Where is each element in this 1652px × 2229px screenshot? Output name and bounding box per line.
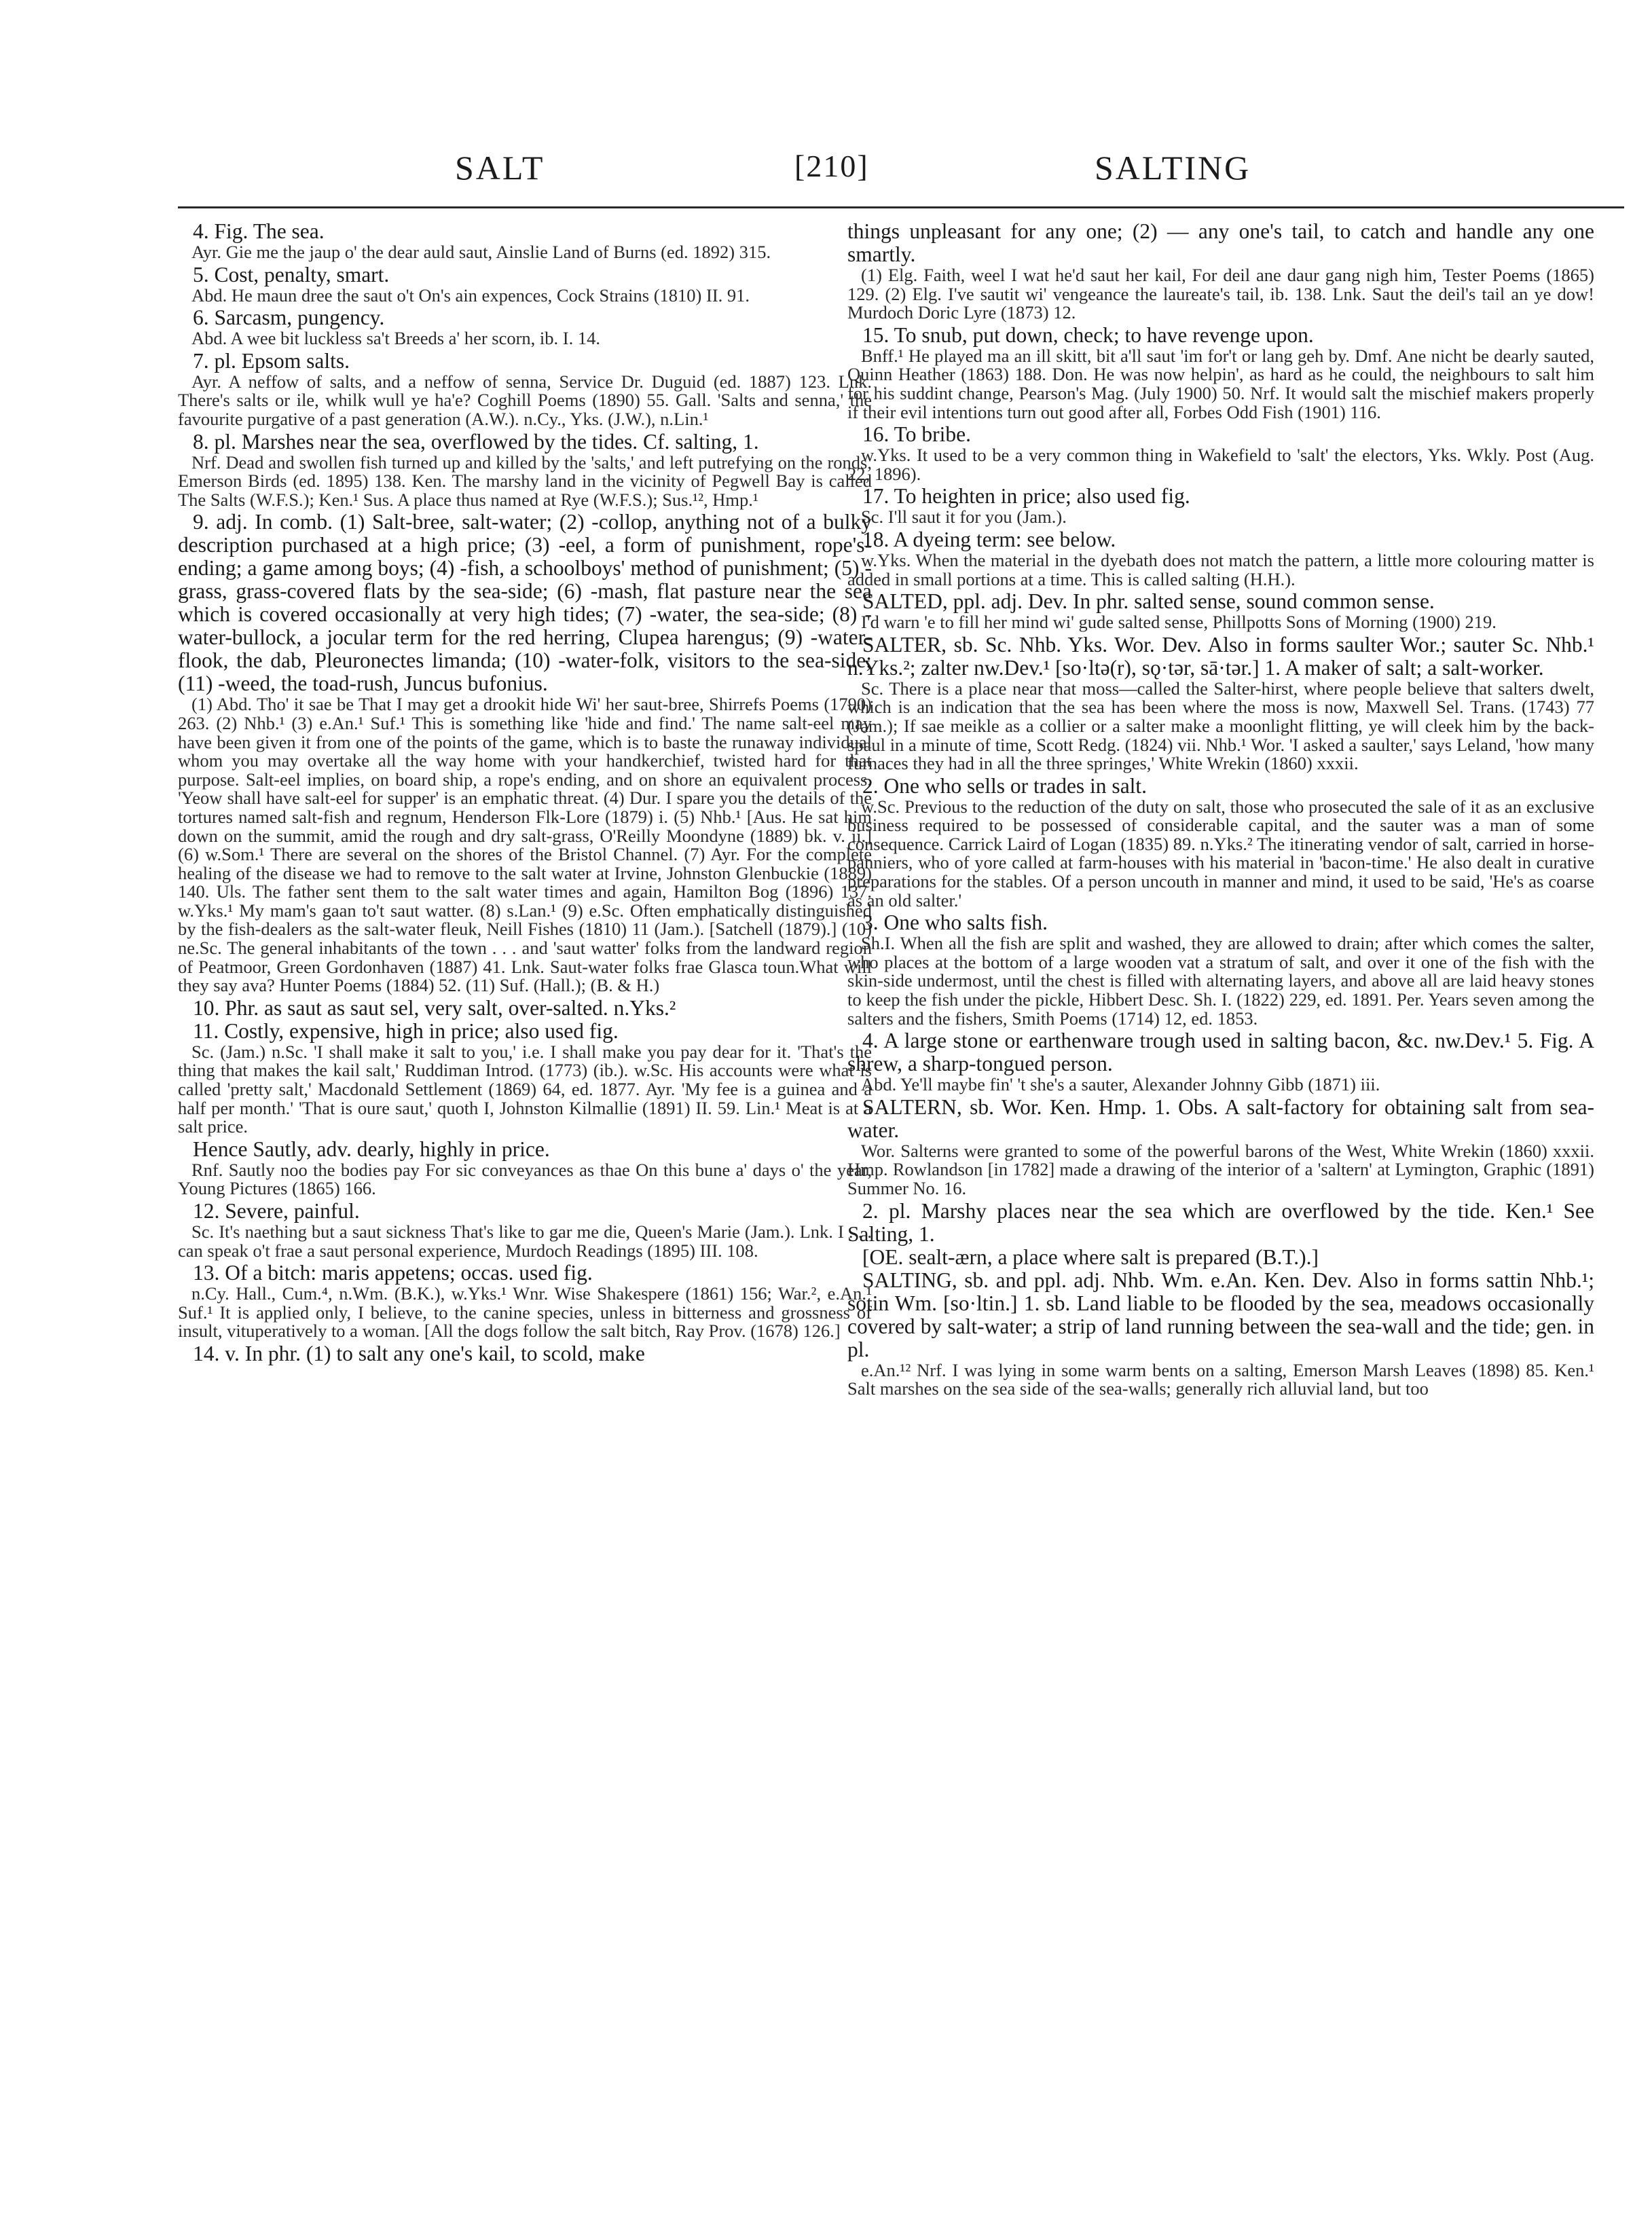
- header-rule: [178, 206, 1624, 208]
- page-number: [210]: [794, 149, 869, 183]
- citation-paragraph: w.Yks. It used to be a very common thing in Wakefield to 'salt' the electors, Yks. Wkly. Post (Aug. 22, 1896).: [847, 445, 1594, 484]
- sense-paragraph: [OE. sealt-ærn, a place where salt is prepared (B.T.).]: [862, 1245, 1319, 1269]
- sense-paragraph: 4. Fig. The sea.: [193, 220, 325, 243]
- citation-paragraph: I'd warn 'e to fill her mind wi' gude salted sense, Phillpotts Sons of Morning (1900) 219.: [861, 612, 1497, 633]
- citation-paragraph: (1) Abd. Tho' it sae be That I may get a drookit hide Wi' her saut-bree, Shirrefs Poems (1790) 263. (2) Nhb.¹ (3) e.An.¹ Suf.¹ This is something like 'hide and find.' The name salt-eel may have been given it from one of the points of the game, which is to baste the runaway individual whom you may overtake all the way home with your handkerchief, twisted hard for that purpose. Salt-eel implies, on board ship, a rope's ending, and on shore an equivalent process. 'Yeow shall have salt-eel for supper' is an emphatic threat. (4) Dur. I spare you the details of the tortures named salt-fish and regnum, Henderson Flk-Lore (1879) i. (5) Nhb.¹ [Aus. He sat him down on the summit, amid the rough and dry salt-grass, O'Reilly Moondyne (1889) bk. v. ii.] (6) w.Som.¹ There are several on the shores of the Bristol Channel. (7) Ayr. For the complete healing of the disease we had to remove to the salt water at Irvine, Johnston Glenbuckie (1889) 140. Uls. The father sent them to the salt water times and again, Hamilton Bog (1896) 137. w.Yks.¹ My mam's gaan to't saut watter. (8) s.Lan.¹ (9) e.Sc. Often emphatically distinguished by the fish-dealers as the salt-water fleuk, Neill Fishes (1810) 11 (Jam.). [Satchell (1879).] (10) ne.Sc. The general inhabitants of the town . . . and 'saut watter' folks from the landward region of Peatmoor, Green Gordonhaven (1887) 41. Lnk. Saut-water folks frae Glasca toun.What will they say ava? Hunter Poems (1884) 52. (11) Suf. (Hall.); (B. & H.): [178, 694, 872, 996]
- citation-paragraph: Ayr. A neffow of salts, and a neffow of senna, Service Dr. Duguid (ed. 1887) 123. Lnk. There's salts or ile, whilk wull ye ha'e? Coghill Poems (1890) 55. Gall. 'Salts and senna,' the favourite purgative of a past generation (A.W.). n.Cy., Yks. (J.W.), n.Lin.¹: [178, 371, 872, 429]
- citation-paragraph: Sc. It's naething but a saut sickness That's like to gar me die, Queen's Marie (Jam.). Lnk. I . . . can speak o't frae a saut personal experience, Murdoch Readings (1895) III. 108.: [178, 1221, 872, 1261]
- citation-paragraph: Ayr. Gie me the jaup o' the dear auld saut, Ainslie Land of Burns (ed. 1892) 315.: [191, 242, 771, 262]
- header-left-headword: SALT: [455, 149, 545, 187]
- citation-paragraph: Abd. Ye'll maybe fin' 't she's a sauter, Alexander Johnny Gibb (1871) iii.: [861, 1074, 1380, 1095]
- citation-paragraph: Sc. There is a place near that moss—called the Salter-hirst, where people believe that salters dwelt, which is an indication that the sea has been where the moss is now, Maxwell Sel. Trans. (1743) 77 (Jam.); If sae meikle as a collier or a salter make a moonlight flitting, ye will cleek him by the back-spaul in a minute of time, Scott Redg. (1824) vii. Nhb.¹ Wor. 'I asked a saulter,' says Leland, 'how many furnaces they had in all the three springes,' White Wrekin (1860) xxxii.: [847, 678, 1594, 774]
- sense-paragraph: 17. To heighten in price; also used fig.: [862, 484, 1190, 509]
- sense-paragraph: 16. To bribe.: [862, 422, 971, 447]
- sense-paragraph: 3. One who salts fish.: [862, 910, 1048, 935]
- sense-paragraph: things unpleasant for any one; (2) — any one's tail, to catch and handle any one smartly.: [847, 220, 1594, 266]
- page-header: [0, 148, 1652, 189]
- sense-paragraph: 6. Sarcasm, pungency.: [193, 306, 385, 330]
- sense-paragraph: 2. pl. Marshy places near the sea which are overflowed by the tide. Ken.¹ See Salting, 1.: [847, 1198, 1594, 1246]
- sense-paragraph: 4. A large stone or earthenware trough used in salting bacon, &c. nw.Dev.¹ 5. Fig. A shrew, a sharp-tongued person.: [847, 1029, 1594, 1076]
- citation-paragraph: Abd. A wee bit luckless sa't Breeds a' her scorn, ib. I. 14.: [191, 328, 600, 349]
- left-column-body: [178, 220, 872, 1365]
- sense-paragraph: 2. One who sells or trades in salt.: [862, 773, 1148, 798]
- sense-paragraph: 12. Severe, painful.: [193, 1199, 360, 1223]
- citation-paragraph: e.An.¹² Nrf. I was lying in some warm bents on a salting, Emerson Marsh Leaves (1898) 85. Ken.¹ Salt marshes on the sea side of the sea-walls; generally rich alluvial land, but too: [847, 1359, 1594, 1399]
- citation-paragraph: Sc. I'll saut it for you (Jam.).: [861, 506, 1067, 528]
- sense-paragraph: SALTER, sb. Sc. Nhb. Yks. Wor. Dev. Also in forms saulter Wor.; sauter Sc. Nhb.¹ n.Yks.²; zalter nw.Dev.¹ [so·ltə(r), sǫ·tər, sā·tər.] 1. A maker of salt; a salt-worker.: [847, 632, 1594, 680]
- sense-paragraph: 8. pl. Marshes near the sea, overflowed by the tides. Cf. salting, 1.: [193, 429, 759, 454]
- citation-paragraph: Wor. Salterns were granted to some of the powerful barons of the West, White Wrekin (1860) xxxii. Hmp. Rowlandson [in 1782] made a drawing of the interior of a 'saltern' at Lymington, Graphic (1891) Summer No. 16.: [847, 1140, 1594, 1198]
- sense-paragraph: 9. adj. In comb. (1) Salt-bree, salt-water; (2) -collop, anything not of a bulky description purchased at a high price; (3) -eel, a form of punishment, rope's-ending; a game among boys; (4) -fish, a schoolboys' method of punishment; (5) -grass, grass-covered flats by the sea-side; (6) -mash, flat pasture near the sea which is covered occasionally at very high tides; (7) -water, the sea-side; (8) -water-bullock, a jocular term for the red herring, Clupea harengus; (9) -water-flook, the dab, Pleuronectes limanda; (10) -water-folk, visitors to the sea-side; (11) -weed, the toad-rush, Juncus bufonius.: [178, 510, 872, 696]
- sense-paragraph: SALTERN, sb. Wor. Ken. Hmp. 1. Obs. A salt-factory for obtaining salt from sea-water.: [847, 1094, 1594, 1142]
- sense-paragraph: 11. Costly, expensive, high in price; also used fig.: [193, 1018, 619, 1043]
- sense-paragraph: 5. Cost, penalty, smart.: [193, 262, 390, 287]
- sense-paragraph: 10. Phr. as saut as saut sel, very salt, over-salted. n.Yks.²: [193, 995, 676, 1020]
- citation-paragraph: Rnf. Sautly noo the bodies pay For sic conveyances as thae On this bune a' days o' the year, Young Pictures (1865) 166.: [178, 1159, 872, 1199]
- sense-paragraph: 15. To snub, put down, check; to have revenge upon.: [862, 323, 1314, 347]
- citation-paragraph: Sc. (Jam.) n.Sc. 'I shall make it salt to you,' i.e. I shall make you pay dear for it. 'That's the thing that makes the kail salt,' Ruddiman Introd. (1773) (ib.). w.Sc. His accounts were what is called 'pretty salt,' Macdonald Settlement (1869) 64, ed. 1877. Ayr. 'My fee is a guinea and a half per month.' 'That is oure saut,' quoth I, Johnston Kilmallie (1891) II. 59. Lin.¹ Meat is at a salt price.: [178, 1041, 872, 1137]
- sense-paragraph: Hence Sautly, adv. dearly, highly in price.: [193, 1137, 550, 1161]
- citation-paragraph: n.Cy. Hall., Cum.⁴, n.Wm. (B.K.), w.Yks.¹ Wnr. Wise Shakespere (1861) 156; War.², e.An.¹ Suf.¹ It is applied only, I believe, to the canine species, unless in bitterness and grossness of insult, vituperatively to a woman. [All the dogs follow the salt bitch, Ray Prov. (1678) 126.]: [178, 1283, 872, 1342]
- citation-paragraph: w.Yks. When the material in the dyebath does not match the pattern, a little more colouring matter is added in small portions at a time. This is called salting (H.H.).: [847, 549, 1594, 589]
- right-column-body: [847, 220, 1594, 1399]
- citation-paragraph: w.Sc. Previous to the reduction of the duty on salt, those who prosecuted the sale of it as an exclusive business required to be possessed of considerable capital, and the sauter was a man of some consequence. Carrick Laird of Logan (1835) 89. n.Yks.² The itinerating vendor of salt, carried in horse-panniers, who of yore called at farm-houses with his material in 'bacon-time.' He also dealt in curative preparations for the stables. Of a person uncouth in manner and mind, it used to be said, 'He's as coarse as an old salter.': [847, 796, 1594, 910]
- citation-paragraph: Nrf. Dead and swollen fish turned up and killed by the 'salts,' and left putrefying on the ronds, Emerson Birds (ed. 1895) 138. Ken. The marshy land in the vicinity of Pegwell Bay is called The Salts (W.F.S.); Ken.¹ Sus. A place thus named at Rye (W.F.S.); Sus.¹², Hmp.¹: [178, 452, 872, 510]
- citation-paragraph: (1) Elg. Faith, weel I wat he'd saut her kail, For deil ane daur gang nigh him, Tester Poems (1865) 129. (2) Elg. I've sautit wi' vengeance the laureate's tail, ib. 138. Lnk. Saut the deil's tail an ye dow! Murdoch Doric Lyre (1873) 12.: [847, 265, 1594, 323]
- citation-paragraph: Bnff.¹ He played ma an ill skitt, bit a'll saut 'im for't or lang geh by. Dmf. Ane nicht be dearly sauted, Quinn Heather (1863) 188. Don. He was now helpin', as hard as he could, the neighbours to salt him for his suddint change, Pearson's Mag. (July 1900) 50. Nrf. It would salt the mischief makers properly if their evil intentions turn out good after all, Forbes Odd Fish (1901) 116.: [847, 345, 1594, 422]
- sense-paragraph: 13. Of a bitch: maris appetens; occas. used fig.: [193, 1261, 593, 1285]
- left-column: [178, 220, 872, 2216]
- sense-paragraph: 18. A dyeing term: see below.: [862, 527, 1116, 551]
- sense-paragraph: 14. v. In phr. (1) to salt any one's kail, to scold, make: [193, 1341, 645, 1365]
- sense-paragraph: SALTING, sb. and ppl. adj. Nhb. Wm. e.An. Ken. Dev. Also in forms sattin Nhb.¹; sotin Wm. [so·ltin.] 1. sb. Land liable to be flooded by the sea, meadows occasionally covered by salt-water; a strip of land running between the sea-wall and the tide; gen. in pl.: [847, 1268, 1594, 1361]
- right-column: [847, 220, 1628, 2216]
- sense-paragraph: 7. pl. Epsom salts.: [193, 348, 350, 373]
- header-right-headword: SALTING: [1095, 149, 1251, 187]
- sense-paragraph: SALTED, ppl. adj. Dev. In phr. salted sense, sound common sense.: [862, 589, 1435, 614]
- citation-paragraph: Sh.I. When all the fish are split and washed, they are allowed to drain; after which comes the salter, who places at the bottom of a large wooden vat a stratum of salt, and over it one of the fish with the skin-side undermost, until the chest is filled with alternating layers, and above all are laid heavy stones to keep the fish under the pickle, Hibbert Desc. Sh. I. (1822) 229, ed. 1891. Per. Years seven among the salters and the fishers, Smith Poems (1714) 12, ed. 1853.: [847, 933, 1594, 1029]
- citation-paragraph: Abd. He maun dree the saut o't On's ain expences, Cock Strains (1810) II. 91.: [191, 284, 750, 306]
